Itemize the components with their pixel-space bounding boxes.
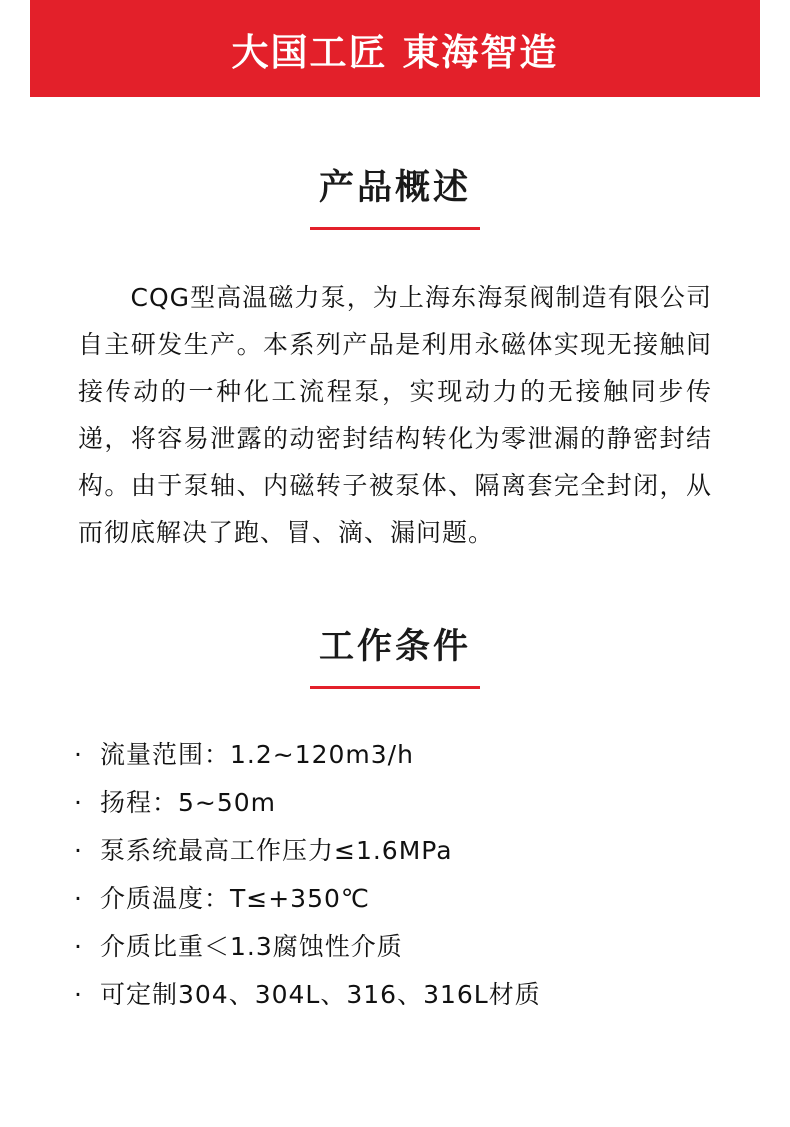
section-title-conditions: 工作条件 [318, 627, 471, 667]
bullet-icon: · [74, 788, 83, 817]
list-item-label: 介质温度：T≤+350℃ [100, 884, 370, 913]
section-underline-conditions [310, 686, 480, 689]
bullet-icon: · [74, 740, 83, 769]
list-item [74, 827, 790, 875]
list-item [74, 923, 790, 971]
working-conditions-list [0, 731, 790, 1019]
section-heading-conditions [0, 626, 790, 689]
bullet-icon: · [74, 884, 83, 913]
list-item-label: 可定制304、304L、316、316L材质 [100, 980, 541, 1009]
bullet-icon: · [74, 836, 83, 865]
list-item [74, 731, 790, 779]
banner-wedge-left [30, 0, 56, 97]
list-item-label: 流量范围：1.2~120m3/h [100, 740, 414, 769]
bullet-icon: · [74, 980, 83, 1009]
list-item-label: 介质比重＜1.3腐蚀性介质 [100, 932, 403, 961]
banner-notch-left [0, 0, 30, 97]
page-banner [0, 0, 790, 97]
section-heading-overview [0, 167, 790, 230]
banner-wedge-right [734, 0, 760, 97]
list-item [74, 779, 790, 827]
overview-paragraph [78, 274, 712, 556]
list-item-label: 泵系统最高工作压力≤1.6MPa [100, 836, 453, 865]
bullet-icon: · [74, 932, 83, 961]
list-item-label: 扬程：5~50m [100, 788, 277, 817]
overview-paragraph-text: CQG型高温磁力泵，为上海东海泵阀制造有限公司自主研发生产。本系列产品是利用永磁体实现无接触间接传动的一种化工流程泵，实现动力的无接触同步传递，将容易泄露的动密封结构转化为零泄漏的静密封结构。由于泵轴、内磁转子被泵体、隔离套完全封闭，从而彻底解决了跑、冒、滴、漏问题。 [78, 283, 712, 547]
list-item [74, 971, 790, 1019]
banner-title: 大国工匠 東海智造 [231, 30, 559, 74]
list-item [74, 875, 790, 923]
section-underline-overview [310, 227, 480, 230]
banner-notch-right [760, 0, 790, 97]
section-title-overview: 产品概述 [318, 168, 471, 208]
